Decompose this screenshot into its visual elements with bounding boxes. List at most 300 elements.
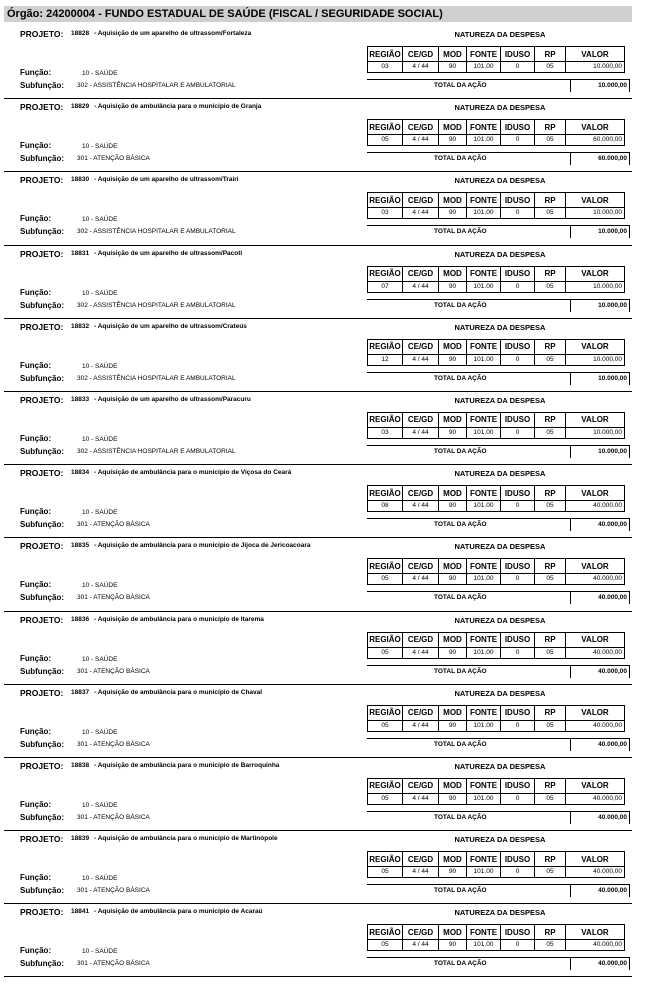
mod-cell: 90 <box>439 354 467 365</box>
col-mod-header: MOD <box>439 193 467 208</box>
total-box <box>570 665 630 678</box>
funcao-label: Função: <box>20 287 52 297</box>
natureza-data-row <box>368 647 625 658</box>
mod-cell: 90 <box>439 501 467 512</box>
iduso-cell: 0 <box>501 281 535 292</box>
subfuncao-label: Subfunção: <box>20 154 64 164</box>
col-regiao-header: REGIÃO <box>368 632 403 647</box>
iduso-cell: 0 <box>501 501 535 512</box>
orgao-header: Órgão: 24200004 - FUNDO ESTADUAL DE SAÚDE (FISCAL / SEGURIDADE SOCIAL) <box>4 6 632 22</box>
col-mod-header: MOD <box>439 632 467 647</box>
natureza-data-row <box>368 62 625 73</box>
col-cegd-header: CE/GD <box>403 559 439 574</box>
projeto-label: PROJETO: <box>20 394 64 405</box>
natureza-header-row <box>368 266 625 281</box>
natureza-header-row <box>368 705 625 720</box>
natureza-header-row <box>368 486 625 501</box>
valor-cell: 10.000,00 <box>566 354 625 365</box>
fonte-cell: 101.00 <box>467 574 501 585</box>
col-rp-header: RP <box>535 412 566 427</box>
col-rp-header: RP <box>535 266 566 281</box>
natureza-despesa-title: NATUREZA DA DESPESA <box>454 761 546 771</box>
subfuncao-label: Subfunção: <box>20 593 64 603</box>
regiao-cell: 05 <box>368 574 403 585</box>
col-iduso-header: IDUSO <box>501 486 535 501</box>
natureza-header-row <box>368 193 625 208</box>
natureza-header-row <box>368 632 625 647</box>
rp-cell: 05 <box>535 62 566 73</box>
col-regiao-header: REGIÃO <box>368 925 403 940</box>
regiao-cell: 03 <box>368 208 403 219</box>
col-cegd-header: CE/GD <box>403 778 439 793</box>
subfuncao-label: Subfunção: <box>20 300 64 310</box>
total-label: TOTAL DA AÇÃO <box>434 740 487 748</box>
fonte-cell: 101.00 <box>467 647 501 658</box>
total-label: TOTAL DA AÇÃO <box>434 667 487 675</box>
natureza-despesa-title: NATUREZA DA DESPESA <box>454 469 546 479</box>
iduso-cell: 0 <box>501 208 535 219</box>
funcao-value: 10 - SAÚDE <box>82 362 118 370</box>
col-rp-header: RP <box>535 778 566 793</box>
project-description: - Aquisição de ambulância para o município de Jijoca de Jericoacoara <box>94 542 311 550</box>
natureza-header-row <box>368 339 625 354</box>
col-regiao-header: REGIÃO <box>368 120 403 135</box>
funcao-label: Função: <box>20 214 52 224</box>
regiao-cell: 07 <box>368 281 403 292</box>
col-cegd-header: CE/GD <box>403 705 439 720</box>
total-value: 60.000,00 <box>598 155 627 163</box>
col-cegd-header: CE/GD <box>403 632 439 647</box>
valor-cell: 40.000,00 <box>566 720 625 731</box>
project-description: - Aquisição de ambulância para o município de Granja <box>94 103 262 111</box>
valor-cell: 10.000,00 <box>566 427 625 438</box>
valor-cell: 40.000,00 <box>566 793 625 804</box>
total-value: 10.000,00 <box>598 301 627 309</box>
fonte-cell: 101.00 <box>467 281 501 292</box>
project-code: 18828 <box>71 30 90 37</box>
natureza-table <box>367 558 625 585</box>
funcao-value: 10 - SAÚDE <box>82 289 118 297</box>
natureza-table <box>367 192 625 219</box>
project-code: 18833 <box>71 395 90 403</box>
project-block <box>4 758 632 831</box>
col-iduso-header: IDUSO <box>501 778 535 793</box>
col-cegd-header: CE/GD <box>403 925 439 940</box>
natureza-table <box>367 266 625 293</box>
valor-cell: 10.000,00 <box>566 62 625 73</box>
cegd-cell: 4 / 44 <box>403 940 439 951</box>
col-iduso-header: IDUSO <box>501 412 535 427</box>
subfuncao-value: 302 - ASSISTÊNCIA HOSPITALAR E AMBULATORIAL <box>77 82 236 89</box>
total-label: TOTAL DA AÇÃO <box>434 521 487 529</box>
project-code: 18836 <box>71 615 90 623</box>
total-value: 10.000,00 <box>598 447 627 455</box>
cegd-cell: 4 / 44 <box>403 574 439 585</box>
funcao-value: 10 - SAÚDE <box>82 70 118 77</box>
col-rp-header: RP <box>535 559 566 574</box>
col-fonte-header: FONTE <box>467 486 501 501</box>
project-description: - Aquisição de ambulância para o município de Acaraú <box>94 908 263 916</box>
col-fonte-header: FONTE <box>467 925 501 940</box>
regiao-cell: 05 <box>368 940 403 951</box>
col-rp-header: RP <box>535 193 566 208</box>
col-rp-header: RP <box>535 925 566 940</box>
total-label: TOTAL DA AÇÃO <box>434 82 487 89</box>
regiao-cell: 05 <box>368 867 403 878</box>
cegd-cell: 4 / 44 <box>403 62 439 73</box>
cegd-cell: 4 / 44 <box>403 208 439 219</box>
rp-cell: 05 <box>535 427 566 438</box>
col-rp-header: RP <box>535 339 566 354</box>
funcao-label: Função: <box>20 433 52 443</box>
project-description: - Aquisição de um aparelho de ultrassom/Crateús <box>94 322 247 330</box>
natureza-table <box>367 851 625 878</box>
project-block <box>4 319 632 392</box>
rp-cell: 05 <box>535 940 566 951</box>
fonte-cell: 101.00 <box>467 427 501 438</box>
subfuncao-value: 301 - ATENÇÃO BÁSICA <box>77 521 150 529</box>
natureza-table <box>367 412 625 439</box>
col-regiao-header: REGIÃO <box>368 559 403 574</box>
funcao-label: Função: <box>20 726 52 736</box>
col-fonte-header: FONTE <box>467 705 501 720</box>
col-valor-header: VALOR <box>566 852 625 867</box>
natureza-table <box>367 632 625 659</box>
col-valor-header: VALOR <box>566 486 625 501</box>
iduso-cell: 0 <box>501 354 535 365</box>
col-rp-header: RP <box>535 47 566 62</box>
iduso-cell: 0 <box>501 940 535 951</box>
funcao-label: Função: <box>20 360 52 370</box>
col-mod-header: MOD <box>439 47 467 62</box>
total-value: 40.000,00 <box>598 667 627 675</box>
project-block <box>4 26 632 99</box>
natureza-header-row <box>368 778 625 793</box>
funcao-value: 10 - SAÚDE <box>82 801 118 809</box>
regiao-cell: 05 <box>368 647 403 658</box>
cegd-cell: 4 / 44 <box>403 793 439 804</box>
projeto-label: PROJETO: <box>20 321 64 332</box>
total-label: TOTAL DA AÇÃO <box>434 594 487 602</box>
col-iduso-header: IDUSO <box>501 632 535 647</box>
regiao-cell: 03 <box>368 427 403 438</box>
cegd-cell: 4 / 44 <box>403 281 439 292</box>
col-regiao-header: REGIÃO <box>368 193 403 208</box>
total-label: TOTAL DA AÇÃO <box>434 960 487 968</box>
col-cegd-header: CE/GD <box>403 47 439 62</box>
col-valor-header: VALOR <box>566 559 625 574</box>
col-fonte-header: FONTE <box>467 632 501 647</box>
project-block <box>4 612 632 685</box>
natureza-despesa-title: NATUREZA DA DESPESA <box>454 30 546 39</box>
regiao-cell: 08 <box>368 501 403 512</box>
col-regiao-header: REGIÃO <box>368 705 403 720</box>
cegd-cell: 4 / 44 <box>403 354 439 365</box>
col-fonte-header: FONTE <box>467 266 501 281</box>
regiao-cell: 12 <box>368 354 403 365</box>
subfuncao-label: Subfunção: <box>20 373 64 383</box>
valor-cell: 40.000,00 <box>566 940 625 951</box>
funcao-value: 10 - SAÚDE <box>82 435 118 443</box>
subfuncao-label: Subfunção: <box>20 739 64 749</box>
project-description: - Aquisição de ambulância para o município de Barroquinha <box>94 761 280 769</box>
col-iduso-header: IDUSO <box>501 339 535 354</box>
col-valor-header: VALOR <box>566 120 625 135</box>
iduso-cell: 0 <box>501 427 535 438</box>
total-box <box>570 957 630 970</box>
col-rp-header: RP <box>535 705 566 720</box>
project-code: 18841 <box>71 908 90 916</box>
subfuncao-value: 301 - ATENÇÃO BÁSICA <box>77 887 150 895</box>
funcao-label: Função: <box>20 507 52 517</box>
total-value: 10.000,00 <box>598 228 627 236</box>
total-value: 10.000,00 <box>598 82 627 89</box>
col-valor-header: VALOR <box>566 339 625 354</box>
regiao-cell: 05 <box>368 720 403 731</box>
iduso-cell: 0 <box>501 135 535 146</box>
natureza-data-row <box>368 940 625 951</box>
col-iduso-header: IDUSO <box>501 705 535 720</box>
cegd-cell: 4 / 44 <box>403 135 439 146</box>
project-block <box>4 831 632 904</box>
natureza-data-row <box>368 867 625 878</box>
col-cegd-header: CE/GD <box>403 412 439 427</box>
project-description: - Aquisição de um aparelho de ultrassom/Trairi <box>94 176 239 184</box>
funcao-label: Função: <box>20 68 52 77</box>
projeto-label: PROJETO: <box>20 248 64 259</box>
total-box <box>570 591 630 604</box>
rp-cell: 05 <box>535 647 566 658</box>
col-mod-header: MOD <box>439 852 467 867</box>
total-label: TOTAL DA AÇÃO <box>434 813 487 821</box>
iduso-cell: 0 <box>501 647 535 658</box>
subfuncao-value: 301 - ATENÇÃO BÁSICA <box>77 960 150 968</box>
subfuncao-label: Subfunção: <box>20 81 64 90</box>
col-valor-header: VALOR <box>566 266 625 281</box>
col-fonte-header: FONTE <box>467 852 501 867</box>
subfuncao-value: 302 - ASSISTÊNCIA HOSPITALAR E AMBULATORIAL <box>77 374 236 382</box>
subfuncao-label: Subfunção: <box>20 959 64 969</box>
total-label: TOTAL DA AÇÃO <box>434 374 487 382</box>
project-description: - Aquisição de um aparelho de ultrassom/Fortaleza <box>94 30 252 37</box>
mod-cell: 90 <box>439 867 467 878</box>
col-valor-header: VALOR <box>566 778 625 793</box>
project-code: 18831 <box>71 249 90 257</box>
funcao-value: 10 - SAÚDE <box>82 728 118 736</box>
projeto-label: PROJETO: <box>20 907 64 918</box>
valor-cell: 60.000,00 <box>566 135 625 146</box>
funcao-value: 10 - SAÚDE <box>82 582 118 590</box>
subfuncao-value: 301 - ATENÇÃO BÁSICA <box>77 740 150 748</box>
mod-cell: 90 <box>439 281 467 292</box>
total-label: TOTAL DA AÇÃO <box>434 228 487 236</box>
natureza-header-row <box>368 925 625 940</box>
natureza-despesa-title: NATUREZA DA DESPESA <box>454 176 546 186</box>
total-box <box>570 884 630 897</box>
project-block <box>4 99 632 172</box>
project-block <box>4 172 632 245</box>
col-cegd-header: CE/GD <box>403 266 439 281</box>
rp-cell: 05 <box>535 793 566 804</box>
funcao-label: Função: <box>20 873 52 883</box>
col-iduso-header: IDUSO <box>501 852 535 867</box>
funcao-value: 10 - SAÚDE <box>82 875 118 883</box>
projeto-label: PROJETO: <box>20 760 64 771</box>
natureza-table <box>367 778 625 805</box>
iduso-cell: 0 <box>501 62 535 73</box>
funcao-label: Função: <box>20 946 52 956</box>
total-label: TOTAL DA AÇÃO <box>434 301 487 309</box>
col-fonte-header: FONTE <box>467 193 501 208</box>
col-regiao-header: REGIÃO <box>368 47 403 62</box>
project-code: 18838 <box>71 761 90 769</box>
fonte-cell: 101.00 <box>467 135 501 146</box>
total-box <box>570 79 630 92</box>
natureza-table <box>367 924 625 951</box>
col-regiao-header: REGIÃO <box>368 266 403 281</box>
rp-cell: 05 <box>535 574 566 585</box>
natureza-despesa-title: NATUREZA DA DESPESA <box>454 249 546 259</box>
mod-cell: 90 <box>439 62 467 73</box>
col-fonte-header: FONTE <box>467 47 501 62</box>
total-box <box>570 738 630 751</box>
natureza-header-row <box>368 412 625 427</box>
valor-cell: 40.000,00 <box>566 867 625 878</box>
subfuncao-value: 301 - ATENÇÃO BÁSICA <box>77 813 150 821</box>
mod-cell: 90 <box>439 208 467 219</box>
subfuncao-label: Subfunção: <box>20 520 64 530</box>
col-rp-header: RP <box>535 120 566 135</box>
subfuncao-label: Subfunção: <box>20 227 64 237</box>
natureza-header-row <box>368 852 625 867</box>
rp-cell: 05 <box>535 501 566 512</box>
col-mod-header: MOD <box>439 120 467 135</box>
project-block <box>4 465 632 538</box>
col-mod-header: MOD <box>439 559 467 574</box>
natureza-data-row <box>368 208 625 219</box>
natureza-despesa-title: NATUREZA DA DESPESA <box>454 322 546 332</box>
project-description: - Aquisição de um aparelho de ultrassom/Pacoti <box>94 249 243 257</box>
total-value: 40.000,00 <box>598 740 627 748</box>
rp-cell: 05 <box>535 354 566 365</box>
iduso-cell: 0 <box>501 867 535 878</box>
natureza-data-row <box>368 281 625 292</box>
col-valor-header: VALOR <box>566 412 625 427</box>
total-box <box>570 811 630 824</box>
cegd-cell: 4 / 44 <box>403 427 439 438</box>
natureza-despesa-title: NATUREZA DA DESPESA <box>454 395 546 405</box>
mod-cell: 90 <box>439 793 467 804</box>
total-value: 10.000,00 <box>598 374 627 382</box>
regiao-cell: 05 <box>368 793 403 804</box>
project-block <box>4 246 632 319</box>
project-code: 18835 <box>71 542 90 550</box>
natureza-data-row <box>368 135 625 146</box>
projeto-label: PROJETO: <box>20 834 64 845</box>
mod-cell: 90 <box>439 647 467 658</box>
natureza-data-row <box>368 720 625 731</box>
total-value: 40.000,00 <box>598 887 627 895</box>
col-mod-header: MOD <box>439 486 467 501</box>
natureza-header-row <box>368 120 625 135</box>
col-iduso-header: IDUSO <box>501 120 535 135</box>
valor-cell: 10.000,00 <box>566 208 625 219</box>
subfuncao-value: 302 - ASSISTÊNCIA HOSPITALAR E AMBULATORIAL <box>77 301 236 309</box>
fonte-cell: 101.00 <box>467 720 501 731</box>
funcao-value: 10 - SAÚDE <box>82 143 118 151</box>
fonte-cell: 101.00 <box>467 793 501 804</box>
project-block <box>4 538 632 611</box>
col-mod-header: MOD <box>439 266 467 281</box>
total-box <box>570 299 630 312</box>
subfuncao-label: Subfunção: <box>20 812 64 822</box>
natureza-table <box>367 705 625 732</box>
project-code: 18829 <box>71 103 90 111</box>
projeto-label: PROJETO: <box>20 29 64 39</box>
mod-cell: 90 <box>439 720 467 731</box>
total-box <box>570 152 630 165</box>
natureza-despesa-title: NATUREZA DA DESPESA <box>454 542 546 552</box>
subfuncao-value: 301 - ATENÇÃO BÁSICA <box>77 155 150 163</box>
projeto-label: PROJETO: <box>20 687 64 698</box>
col-regiao-header: REGIÃO <box>368 339 403 354</box>
col-regiao-header: REGIÃO <box>368 778 403 793</box>
natureza-data-row <box>368 501 625 512</box>
funcao-label: Função: <box>20 799 52 809</box>
funcao-label: Função: <box>20 141 52 151</box>
project-description: - Aquisição de ambulância para o município de Itarema <box>94 615 264 623</box>
col-fonte-header: FONTE <box>467 559 501 574</box>
project-list <box>0 26 645 977</box>
total-box <box>570 445 630 458</box>
funcao-value: 10 - SAÚDE <box>82 948 118 956</box>
projeto-label: PROJETO: <box>20 175 64 186</box>
natureza-table <box>367 339 625 366</box>
subfuncao-value: 301 - ATENÇÃO BÁSICA <box>77 594 150 602</box>
natureza-despesa-title: NATUREZA DA DESPESA <box>454 615 546 625</box>
project-code: 18837 <box>71 688 90 696</box>
total-box <box>570 518 630 531</box>
cegd-cell: 4 / 44 <box>403 647 439 658</box>
projeto-label: PROJETO: <box>20 614 64 625</box>
rp-cell: 05 <box>535 135 566 146</box>
col-cegd-header: CE/GD <box>403 852 439 867</box>
mod-cell: 90 <box>439 427 467 438</box>
fonte-cell: 101.00 <box>467 208 501 219</box>
col-valor-header: VALOR <box>566 925 625 940</box>
regiao-cell: 03 <box>368 62 403 73</box>
col-cegd-header: CE/GD <box>403 339 439 354</box>
fonte-cell: 101.00 <box>467 354 501 365</box>
cegd-cell: 4 / 44 <box>403 501 439 512</box>
regiao-cell: 05 <box>368 135 403 146</box>
natureza-data-row <box>368 574 625 585</box>
col-valor-header: VALOR <box>566 705 625 720</box>
mod-cell: 90 <box>439 135 467 146</box>
mod-cell: 90 <box>439 940 467 951</box>
subfuncao-label: Subfunção: <box>20 666 64 676</box>
project-description: - Aquisição de ambulância para o município de Viçosa do Ceará <box>94 469 292 477</box>
rp-cell: 05 <box>535 281 566 292</box>
col-valor-header: VALOR <box>566 193 625 208</box>
col-mod-header: MOD <box>439 778 467 793</box>
total-box <box>570 225 630 238</box>
rp-cell: 05 <box>535 867 566 878</box>
rp-cell: 05 <box>535 208 566 219</box>
total-value: 40.000,00 <box>598 521 627 529</box>
project-code: 18830 <box>71 176 90 184</box>
subfuncao-value: 301 - ATENÇÃO BÁSICA <box>77 667 150 675</box>
